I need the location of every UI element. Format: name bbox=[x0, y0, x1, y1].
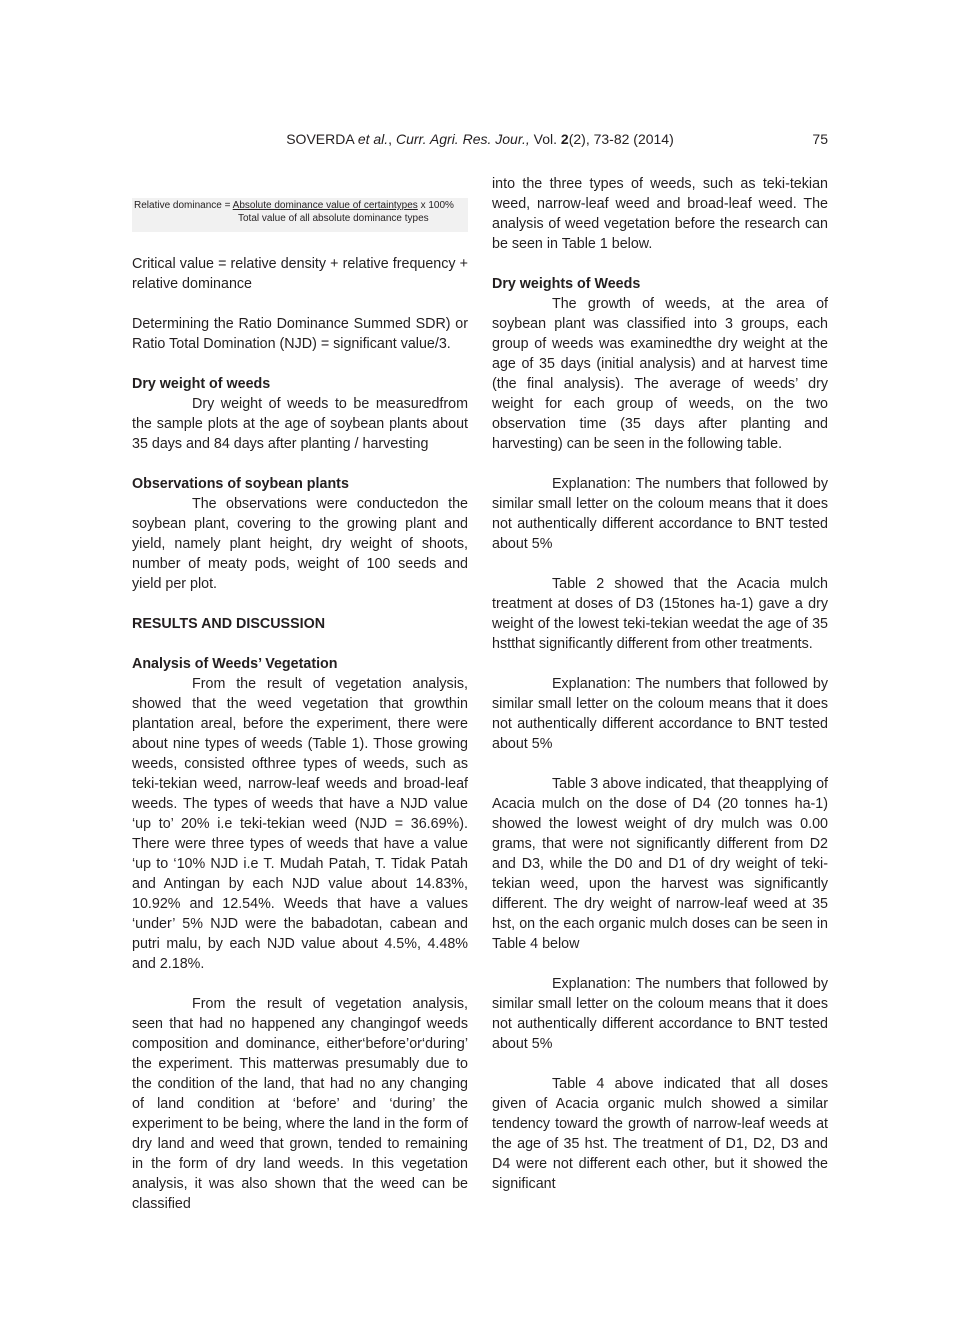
formula-multiplier: x 100% bbox=[417, 200, 454, 211]
formula-denominator: Total value of all absolute dominance types bbox=[238, 213, 429, 224]
explanation-paragraph-3: Explanation: The numbers that followed by similar small letter on the coloum means that it does not authentically different accordance to BNT tested about 5% bbox=[492, 976, 828, 1052]
formula-label: Relative dominance = bbox=[134, 200, 233, 211]
analysis-paragraph-2: From the result of vegetation analysis, seen that had no happened any changingof weeds composition and dominance, either‘before’or‘during’ the experiment. This matterwas presumably due to the condition of the land, that had no any changing of land condition at ‘before’ and ‘during’ the experiment to be being, where the land in the form of dry land and weed that grown, tended to remaining in the form of dry land weeds. In this vegetation analysis, it was also shown that the weed can be classified bbox=[132, 996, 468, 1212]
header-journal: Curr. Agri. Res. Jour., bbox=[395, 131, 530, 147]
dry-weights-heading: Dry weights of Weeds bbox=[492, 276, 641, 292]
dry-weight-paragraph: Dry weight of weeds to be measuredfrom the sample plots at the age of soybean plants about 35 days and 84 days after planting / harvesting bbox=[132, 396, 468, 452]
analysis-paragraph-1: From the result of vegetation analysis, showed that the weed vegetation that growthin plantation areal, before the experiment, there were about nine types of weeds (Table 1). Those growing weeds, consisted ofthree types of weeds, such as teki-tekian weed, narrow-leaf weeds and broad-leaf weeds. The types of weeds that have a NJD value ‘up to’ 20% i.e teki-tekian weed (NJD = 36.69%). There were three types of weeds that have a value ‘up to ‘10% NJD i.e T. Mudah Patah, T. Tidak Patah and Antingan by each NJD value about 14.83%, 10.92% and 12.54%. Weeds that have a values ‘under’ 5% NJD were the babadotan, cabean and putri malu, by each NJD value about 4.5%, 4.48% and 2.18%. bbox=[132, 676, 468, 972]
results-discussion-heading: RESULTS AND DISCUSSION bbox=[132, 616, 326, 632]
explanation-paragraph-2: Explanation: The numbers that followed by similar small letter on the coloum means that it does not authentically different accordance to BNT tested about 5% bbox=[492, 676, 828, 752]
critical-value-text: Critical value = relative density + relative frequency + relative dominance bbox=[132, 256, 468, 292]
formula-numerator: Absolute dominance value of certaintypes bbox=[232, 200, 418, 211]
page-number: 75 bbox=[812, 131, 828, 147]
header-issue-pages: (2), 73-82 (2014) bbox=[568, 131, 674, 147]
observations-paragraph: The observations were conductedon the soybean plant, covering to the growing plant and yield, namely plant height, dry weight of shoots, number of meaty pods, weight of 100 seeds and yield per plot. bbox=[132, 496, 468, 592]
continuation-paragraph: into the three types of weeds, such as teki-tekian weed, narrow-leaf weed and broad-leaf weed. The analysis of weed vegetation before the research can be seen in Table 1 below. bbox=[492, 176, 828, 252]
table4-discussion: Table 4 above indicated that all doses given of Acacia organic mulch showed a similar tendency toward the growth of narrow-leaf weeds at the age of 35 hst. The treatment of D1, D2, D3 and D4 were not different each other, but it showed the significant bbox=[492, 1076, 828, 1192]
formula-top-line bbox=[134, 200, 454, 212]
running-header bbox=[132, 129, 828, 149]
dry-weight-heading: Dry weight of weeds bbox=[132, 376, 271, 392]
header-author: SOVERDA bbox=[286, 131, 354, 147]
header-vol-number: 2 bbox=[560, 131, 569, 147]
running-citation: SOVERDA et al., Curr. Agri. Res. Jour., Vol. 2(2), 73-82 (2014) bbox=[286, 131, 674, 147]
observations-heading: Observations of soybean plants bbox=[132, 476, 349, 492]
analysis-heading: Analysis of Weeds’ Vegetation bbox=[132, 656, 338, 672]
ratio-dominance-text: Determining the Ratio Dominance Summed SDR) or Ratio Total Domination (NJD) = significant value/3. bbox=[132, 316, 468, 352]
relative-dominance-formula bbox=[132, 198, 468, 232]
explanation-paragraph-1: Explanation: The numbers that followed by similar small letter on the coloum means that it does not authentically different accordance to BNT tested about 5% bbox=[492, 476, 828, 552]
header-vol-label: Vol. bbox=[533, 131, 558, 147]
dry-weights-paragraph: The growth of weeds, at the area of soybean plant was classified into 3 groups, each group of weeds was examinedthe dry weight at the age of 35 days (initial analysis) and at harvest time (the final analysis). The average of weeds’ dry weight for each group of weeds, on the two observation time (35 days after planting and harvesting) can be seen in the following table. bbox=[492, 296, 828, 452]
table3-discussion: Table 3 above indicated, that theapplying of Acacia mulch on the dose of D4 (20 tonnes ha-1) showed the lowest weight of dry mulch was 0.00 grams, that were not significantly different from D2 and D3, while the D0 and D1 of dry weight of teki-tekian weed, upon the harvest was significantly different. The dry weight of narrow-leaf weed at 35 hst, on the each organic mulch doses can be seen in Table 4 below bbox=[492, 776, 828, 952]
header-etal: et al. bbox=[357, 131, 389, 147]
table2-discussion: Table 2 showed that the Acacia mulch treatment at doses of D3 (15tones ha-1) gave a dry weight of the lowest teki-tekian weedat the age of 35 hstthat significantly different from other treatments. bbox=[492, 576, 828, 652]
left-column bbox=[132, 174, 468, 1214]
right-column bbox=[492, 174, 828, 1194]
